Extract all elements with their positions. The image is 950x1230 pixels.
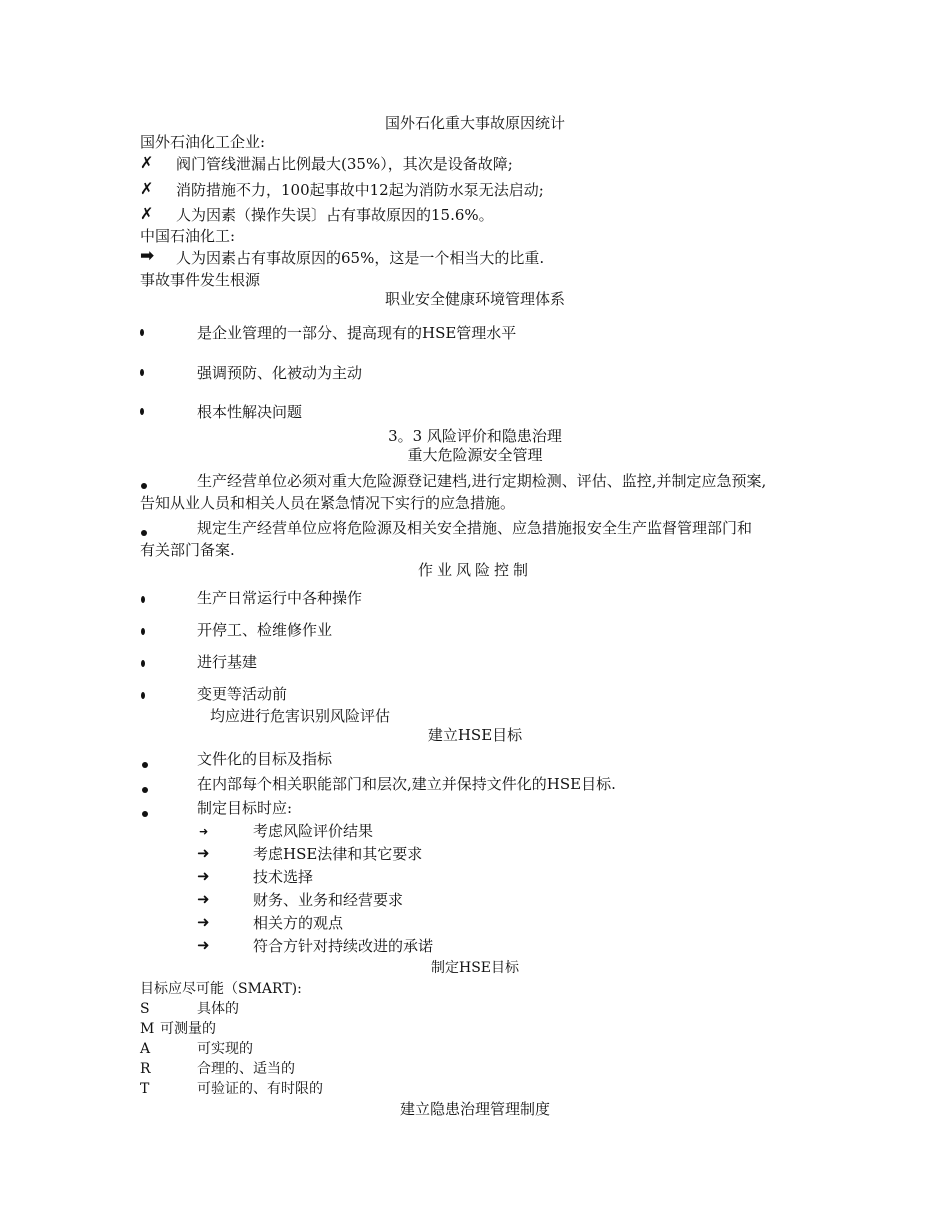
bullet-icon (142, 755, 148, 771)
hazard-paragraph-line: 规定生产经营单位应将危险源及相关安全措施、应急措施报安全生产监督管理部门和 (197, 519, 753, 537)
goal-subitem: 考虑风险评价结果 (253, 822, 374, 840)
hazard-paragraph-line: 生产经营单位必须对重大危险源登记建档,进行定期检测、评估、监控,并制定应急预案, (197, 472, 767, 490)
foreign-item: 人为因素（操作失误〕占有事故原因的15.6%。 (176, 206, 494, 224)
bullet-icon (141, 686, 145, 702)
smart-text: 具体的 (197, 1001, 239, 1017)
arrow-right-icon: ➜ (197, 867, 210, 885)
hazard-paragraph-line: 告知从业人员和相关人员在紧急情况下实行的应急措施。 (140, 494, 516, 512)
foreign-label: 国外石油化工企业: (140, 133, 266, 151)
work-risk-item: 开停工、检维修作业 (197, 621, 333, 639)
system-item: 强调预防、化被动为主动 (197, 364, 363, 382)
x-mark-icon: ✗ (140, 153, 154, 172)
work-risk-item: 进行基建 (197, 653, 258, 671)
work-risk-note: 均应进行危害识别风险评估 (210, 707, 391, 725)
arrow-right-icon: ➡ (140, 246, 155, 266)
section-title-work-risk: 作业风险控制 (417, 561, 532, 579)
smart-text: 可实现的 (197, 1041, 253, 1057)
smart-intro: 目标应尽可能（SMART): (140, 981, 302, 997)
arrow-right-icon: ➜ (197, 844, 210, 862)
arrow-right-icon: ➜ (197, 890, 210, 908)
bullet-icon (141, 523, 147, 539)
hazard-paragraph-line: 有关部门备案. (140, 541, 235, 559)
goal-item: 制定目标时应: (197, 799, 293, 817)
arrow-right-icon: ➜ (197, 913, 210, 931)
smart-letter: A (140, 1041, 151, 1057)
goal-item: 在内部每个相关职能部门和层次,建立并保持文件化的HSE目标. (197, 775, 616, 793)
system-item: 根本性解决问题 (197, 403, 303, 421)
china-item: 人为因素占有事故原因的65%，这是一个相当大的比重. (176, 249, 545, 267)
work-risk-item: 生产日常运行中各种操作 (197, 589, 363, 607)
china-label: 中国石油化工: (140, 227, 236, 245)
goal-item: 文件化的目标及指标 (197, 750, 333, 768)
root-cause-heading: 事故事件发生根源 (140, 271, 261, 289)
section-title-set-hse-goals: 制定HSE目标 (430, 960, 520, 976)
bullet-icon (141, 590, 145, 606)
x-mark-icon: ✗ (140, 179, 154, 198)
foreign-item: 阀门管线泄漏占比例最大(35%），其次是设备故障; (176, 155, 513, 173)
smart-text: 合理的、适当的 (197, 1061, 295, 1077)
smart-text: 可验证的、有时限的 (197, 1081, 323, 1097)
bullet-icon (141, 654, 145, 670)
goal-subitem: 符合方针对持续改进的承诺 (253, 937, 434, 955)
goal-subitem: 财务、业务和经营要求 (253, 891, 404, 909)
bullet-icon (140, 363, 144, 379)
system-item: 是企业管理的一部分、提高现有的HSE管理水平 (197, 324, 517, 342)
section-title-management-system: 职业安全健康环境管理体系 (384, 290, 565, 308)
section-title-hazard-rectification: 建立隐患治理管理制度 (399, 1100, 550, 1118)
section-title-hse-goals: 建立HSE目标 (427, 726, 523, 744)
goal-subitem: 技术选择 (253, 868, 314, 886)
smart-letter: R (140, 1061, 151, 1077)
arrow-right-icon: ➜ (199, 825, 209, 838)
section-heading-risk: 3。3 风险评价和隐患治理 (388, 427, 562, 445)
arrow-right-icon: ➜ (197, 936, 210, 954)
bullet-icon (142, 804, 148, 820)
bullet-icon (142, 780, 148, 796)
smart-letter: T (140, 1081, 150, 1097)
section-title-accident-stats: 国外石化重大事故原因统计 (384, 114, 565, 132)
bullet-icon (140, 323, 144, 339)
bullet-icon (141, 476, 147, 492)
smart-letter: S (140, 1001, 150, 1017)
goal-subitem: 相关方的观点 (253, 914, 344, 932)
x-mark-icon: ✗ (140, 204, 154, 223)
smart-text: 可测量的 (160, 1021, 216, 1037)
work-risk-item: 变更等活动前 (197, 685, 288, 703)
foreign-item: 消防措施不力，100起事故中12起为消防水泵无法启动; (176, 181, 544, 199)
bullet-icon (140, 402, 144, 418)
goal-subitem: 考虑HSE法律和其它要求 (253, 845, 423, 863)
section-title-hazard-source: 重大危险源安全管理 (407, 446, 543, 464)
smart-letter: M (140, 1021, 155, 1037)
bullet-icon (141, 622, 145, 638)
